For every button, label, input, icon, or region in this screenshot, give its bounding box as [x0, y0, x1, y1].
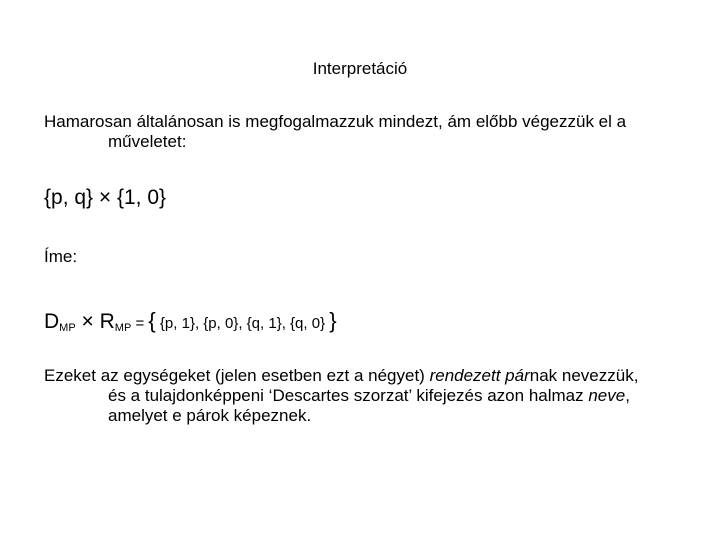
set-r-subscript: MP: [114, 322, 132, 334]
set-d-subscript: MP: [59, 322, 76, 334]
closing-italic-ordered-pair: rendezett pár: [429, 366, 530, 385]
intro-paragraph: [44, 112, 694, 152]
set-product-formula: {p, q} × {1, 0}: [44, 186, 167, 209]
slide-title: Interpretáció: [312, 59, 408, 78]
closing-line-2: [44, 386, 694, 406]
closing-text-1: Ezeket az egységeket (jelen esetben ezt a négyet): [44, 366, 430, 385]
closing-text-4: ,: [625, 386, 630, 405]
close-brace: }: [329, 308, 337, 333]
times-symbol: ×: [75, 310, 100, 333]
closing-paragraph: [44, 366, 694, 426]
closing-italic-name: neve: [588, 386, 626, 405]
intro-line-2: műveletet:: [108, 132, 187, 151]
equals-symbol: =: [131, 315, 149, 332]
set-r-symbol: R: [99, 310, 115, 333]
closing-text-3: és a tulajdonképpeni ‘Descartes szorzat’ kifejezés azon halmaz: [108, 386, 589, 405]
intro-line-1: Hamarosan általánosan is megfogalmazzuk mindezt, ám előbb végezzük el a: [44, 112, 627, 131]
closing-line-3: amelyet e párok képeznek.: [108, 406, 312, 425]
closing-text-2: nak nevezzük,: [529, 366, 639, 385]
ordered-pairs-list: {p, 1}, {p, 0}, {q, 1}, {q, 0}: [155, 315, 330, 332]
cartesian-product-result: [44, 307, 337, 338]
ime-label: Íme:: [44, 247, 78, 266]
set-d-symbol: D: [44, 310, 60, 333]
open-brace: {: [148, 308, 156, 333]
